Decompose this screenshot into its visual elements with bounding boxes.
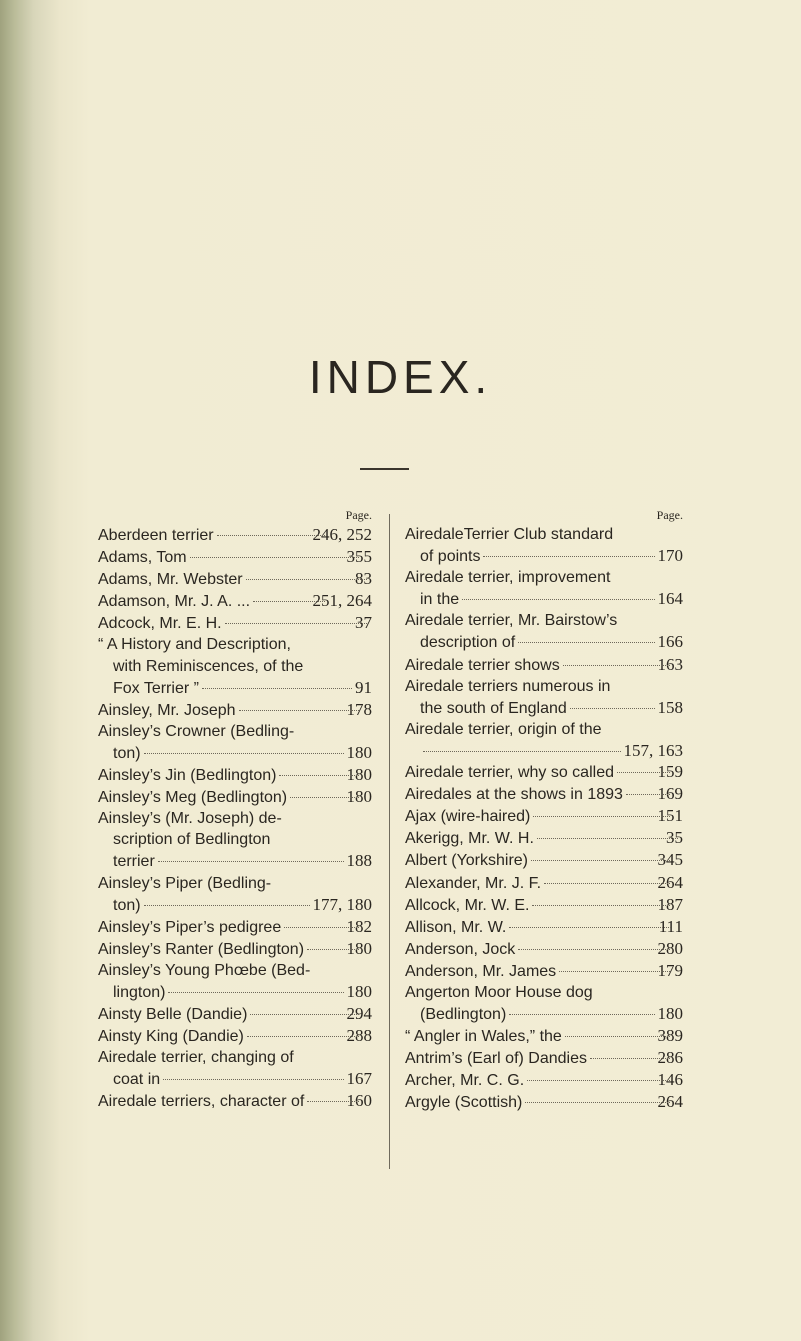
- index-entry: [405, 982, 683, 1025]
- page-number: 280: [657, 938, 683, 958]
- entry-leader-line: [113, 894, 372, 916]
- entry-text-line: Ainsley’s Crowner (Bedling-: [98, 722, 295, 740]
- dot-leader: [559, 971, 669, 972]
- entry-text: Anderson, Mr. James: [405, 962, 557, 980]
- index-entry: [98, 568, 372, 590]
- index-entry: [98, 546, 372, 568]
- page-number: 179: [657, 960, 683, 980]
- entry-list: [405, 524, 683, 1114]
- entry-leader-line: [98, 1003, 372, 1025]
- entry-leader-line: [405, 783, 683, 805]
- dot-leader: [217, 535, 325, 536]
- index-entry: [405, 938, 683, 960]
- entry-leader-line: [113, 742, 372, 764]
- page-number: 294: [346, 1004, 372, 1024]
- index-entry: [405, 1069, 683, 1091]
- entry-text: in the: [420, 591, 460, 609]
- index-entry: [98, 634, 372, 698]
- dot-leader: [509, 927, 670, 928]
- page-number: 177, 180: [312, 894, 372, 914]
- index-entry: [98, 786, 372, 808]
- page-number: 35: [666, 828, 683, 848]
- entry-text: Archer, Mr. C. G.: [405, 1072, 525, 1090]
- dot-leader: [246, 579, 367, 580]
- entry-text: Ainsley’s Piper’s pedigree: [98, 918, 282, 936]
- entry-text: Ainsley, Mr. Joseph: [98, 701, 236, 719]
- entry-leader-line: [405, 1047, 683, 1069]
- entry-leader-line: [98, 568, 372, 590]
- index-entry: [405, 805, 683, 827]
- page-number: 37: [355, 613, 372, 633]
- entry-leader-line: [420, 631, 683, 653]
- page-number: 159: [657, 762, 683, 782]
- entry-leader-line: [405, 827, 683, 849]
- entry-text: the south of England: [420, 699, 567, 717]
- page-number: 180: [346, 938, 372, 958]
- index-entry: [405, 1025, 683, 1047]
- index-entry: [98, 590, 372, 612]
- entry-leader-line: [405, 805, 683, 827]
- entry-leader-line: [420, 697, 683, 719]
- page-number: 83: [355, 569, 372, 589]
- dot-leader: [532, 905, 669, 906]
- page-number: 187: [657, 894, 683, 914]
- dot-leader: [190, 557, 359, 558]
- entry-text: of points: [420, 548, 481, 566]
- heading-rule: [360, 468, 409, 470]
- entry-leader-line: [98, 1090, 372, 1112]
- index-entry: [405, 676, 683, 719]
- entry-text: Alexander, Mr. J. F.: [405, 874, 542, 892]
- index-column-right: [405, 508, 683, 1114]
- index-entry: [405, 916, 683, 938]
- page-number: 264: [657, 872, 683, 892]
- dot-leader: [423, 751, 621, 752]
- entry-leader-line: [405, 916, 683, 938]
- entry-text: description of: [420, 634, 516, 652]
- page-number: 180: [657, 1004, 683, 1024]
- entry-text: Aberdeen terrier: [98, 527, 214, 544]
- page-number: 355: [346, 547, 372, 567]
- page-column-label: Page.: [345, 508, 372, 522]
- dot-leader: [253, 601, 324, 602]
- entry-leader-line: [98, 699, 372, 721]
- entry-list: [98, 524, 372, 1113]
- page-number: 182: [346, 916, 372, 936]
- page-number: 164: [657, 589, 683, 609]
- dot-leader: [518, 949, 669, 950]
- entry-text: Allcock, Mr. W. E.: [405, 896, 530, 914]
- entry-leader-line: [420, 740, 683, 761]
- entry-text-line: Ainsley’s Young Phœbe (Bed-: [98, 961, 311, 979]
- page-number: 188: [346, 851, 372, 871]
- dot-leader: [462, 599, 654, 600]
- entry-text: Anderson, Jock: [405, 940, 516, 958]
- index-entry: [405, 719, 683, 761]
- index-column-left: [98, 508, 372, 1113]
- entry-text: Ainsley’s Ranter (Bedlington): [98, 940, 305, 958]
- dot-leader: [290, 797, 358, 798]
- page-number: 180: [346, 742, 372, 762]
- entry-text: Adams, Mr. Webster: [98, 571, 243, 589]
- index-entry: [98, 960, 372, 1003]
- entry-leader-line: [405, 872, 683, 894]
- page-number: 157, 163: [623, 740, 683, 760]
- index-entry: [405, 827, 683, 849]
- dot-leader: [307, 949, 358, 950]
- entry-leader-line: [405, 938, 683, 960]
- page-number: 178: [346, 699, 372, 719]
- entry-text: Albert (Yorkshire): [405, 852, 529, 870]
- dot-leader: [537, 838, 678, 839]
- index-entry: [98, 938, 372, 960]
- index-entry: [405, 783, 683, 805]
- entry-leader-line: [98, 546, 372, 568]
- entry-text: terrier: [113, 853, 155, 871]
- page-number: 345: [657, 850, 683, 870]
- index-heading: INDEX.: [308, 351, 493, 403]
- page-number: 246, 252: [312, 525, 372, 544]
- index-entry: [98, 1047, 372, 1090]
- entry-text-line: Airedale terrier, Mr. Bairstow’s: [405, 612, 618, 630]
- index-entry: [98, 808, 372, 872]
- entry-text-line: Airedale terrier, changing of: [98, 1049, 294, 1067]
- index-entry: [98, 1090, 372, 1112]
- entry-text-line: Angerton Moor House dog: [405, 983, 593, 1001]
- dot-leader: [284, 927, 358, 928]
- index-entry: [98, 764, 372, 786]
- entry-text-line: Ainsley’s (Mr. Joseph) de-: [98, 810, 282, 828]
- dot-leader: [158, 861, 344, 862]
- page-number: 251, 264: [312, 591, 372, 611]
- entry-text-line: Airedale terrier, improvement: [405, 569, 611, 587]
- entry-text: Akerigg, Mr. W. H.: [405, 830, 534, 848]
- page-number: 286: [657, 1048, 683, 1068]
- entry-text-line: Airedale terriers numerous in: [405, 677, 611, 695]
- entry-text: Ajax (wire-haired): [405, 808, 531, 826]
- page-number: 158: [657, 697, 683, 717]
- entry-text: “ Angler in Wales,” the: [405, 1028, 562, 1046]
- dot-leader: [509, 1014, 654, 1015]
- entry-text: Ainsty Belle (Dandie): [98, 1006, 248, 1024]
- entry-leader-line: [405, 960, 683, 982]
- page-number: 146: [657, 1070, 683, 1090]
- entry-leader-line: [113, 981, 372, 1003]
- entry-leader-line: [113, 1068, 372, 1090]
- dot-leader: [250, 1014, 358, 1015]
- index-entry: [405, 960, 683, 982]
- entry-text-line: with Reminiscences, of the: [113, 657, 304, 675]
- index-entry: [405, 1091, 683, 1113]
- entry-leader-line: [405, 1091, 683, 1113]
- entry-text: ton): [113, 896, 141, 914]
- dot-leader: [617, 772, 670, 773]
- page-number: 389: [657, 1026, 683, 1046]
- entry-leader-line: [98, 938, 372, 960]
- entry-text-line: AiredaleTerrier Club standard: [405, 526, 614, 543]
- dot-leader: [163, 1079, 343, 1080]
- entry-leader-line: [405, 894, 683, 916]
- page-number: 180: [346, 765, 372, 785]
- page-column-label: Page.: [656, 508, 683, 522]
- index-entry: [405, 524, 683, 567]
- page-number: 160: [346, 1091, 372, 1111]
- dot-leader: [565, 1036, 670, 1037]
- dot-leader: [570, 708, 655, 709]
- entry-text: Ainsty King (Dandie): [98, 1028, 244, 1046]
- entry-text: Airedale terriers, character of: [98, 1093, 305, 1111]
- entry-text: Antrim’s (Earl of) Dandies: [405, 1050, 587, 1068]
- entry-leader-line: [405, 849, 683, 871]
- entry-text: Argyle (Scottish): [405, 1094, 523, 1112]
- column-divider: [389, 514, 390, 1169]
- index-entry: [98, 873, 372, 916]
- entry-leader-line: [98, 590, 372, 612]
- index-entry: [405, 894, 683, 916]
- index-entry: [405, 567, 683, 610]
- page-number: 167: [346, 1069, 372, 1089]
- page-number: 169: [657, 784, 683, 804]
- entry-text: Ainsley’s Meg (Bedlington): [98, 789, 288, 807]
- page-number: 166: [657, 632, 683, 652]
- dot-leader: [518, 642, 654, 643]
- entry-text-line: Airedale terrier, origin of the: [405, 720, 602, 738]
- dot-leader: [533, 816, 669, 817]
- dot-leader: [307, 1101, 358, 1102]
- entry-text: lington): [113, 983, 166, 1001]
- index-entry: [98, 1003, 372, 1025]
- dot-leader: [483, 556, 654, 557]
- entry-leader-line: [420, 545, 683, 567]
- index-entry: [405, 761, 683, 783]
- dot-leader: [168, 992, 343, 993]
- entry-text: Airedale terrier shows: [405, 656, 560, 674]
- entry-leader-line: [98, 524, 372, 546]
- entry-leader-line: [98, 612, 372, 634]
- dot-leader: [247, 1036, 359, 1037]
- entry-text: (Bedlington): [420, 1006, 507, 1024]
- entry-leader-line: [98, 764, 372, 786]
- index-entry: [98, 524, 372, 546]
- dot-leader: [279, 775, 358, 776]
- page-number: 288: [346, 1026, 372, 1046]
- entry-text: ton): [113, 744, 141, 762]
- entry-leader-line: [420, 588, 683, 610]
- entry-leader-line: [405, 761, 683, 783]
- entry-leader-line: [405, 1025, 683, 1047]
- dot-leader: [544, 883, 669, 884]
- page-number: 170: [657, 546, 683, 566]
- dot-leader: [527, 1080, 669, 1081]
- entry-text: Adamson, Mr. J. A. ...: [98, 593, 251, 611]
- dot-leader: [202, 688, 352, 689]
- entry-leader-line: [98, 916, 372, 938]
- entry-leader-line: [98, 1025, 372, 1047]
- page-number: 163: [657, 654, 683, 674]
- page-number: 264: [657, 1092, 683, 1112]
- entry-text-line: “ A History and Description,: [98, 636, 291, 654]
- entry-text-line: scription of Bedlington: [113, 831, 271, 849]
- entry-leader-line: [405, 1069, 683, 1091]
- dot-leader: [590, 1058, 670, 1059]
- entry-text: Adcock, Mr. E. H.: [98, 615, 222, 633]
- index-entry: [98, 1025, 372, 1047]
- dot-leader: [144, 753, 344, 754]
- page-number: 180: [346, 787, 372, 807]
- entry-text: Airedales at the shows in 1893: [405, 786, 623, 804]
- entry-text-line: Ainsley’s Piper (Bedling-: [98, 874, 272, 892]
- entry-text: Adams, Tom: [98, 549, 187, 567]
- entry-text: coat in: [113, 1071, 161, 1089]
- index-entry: [405, 872, 683, 894]
- entry-text: Allison, Mr. W.: [405, 918, 507, 936]
- page-number: 180: [346, 981, 372, 1001]
- dot-leader: [525, 1102, 669, 1103]
- dot-leader: [239, 710, 359, 711]
- index-entry: [405, 610, 683, 653]
- dot-leader: [225, 623, 367, 624]
- index-entry: [405, 849, 683, 871]
- dot-leader: [563, 665, 670, 666]
- index-entry: [98, 699, 372, 721]
- page-number: 111: [658, 916, 683, 936]
- dot-leader: [626, 794, 670, 795]
- dot-leader: [144, 905, 310, 906]
- entry-text: Fox Terrier ”: [113, 679, 199, 697]
- page-number: 151: [657, 806, 683, 826]
- entry-leader-line: [405, 654, 683, 676]
- entry-leader-line: [113, 850, 372, 872]
- entry-text: Airedale terrier, why so called: [405, 764, 614, 782]
- index-entry: [98, 612, 372, 634]
- dot-leader: [531, 860, 669, 861]
- entry-leader-line: [113, 677, 372, 699]
- page-number: 91: [355, 677, 372, 697]
- index-entry: [98, 721, 372, 764]
- entry-leader-line: [420, 1003, 683, 1025]
- index-entry: [98, 916, 372, 938]
- entry-leader-line: [98, 786, 372, 808]
- entry-text: Ainsley’s Jin (Bedlington): [98, 767, 277, 785]
- index-entry: [405, 654, 683, 676]
- index-entry: [405, 1047, 683, 1069]
